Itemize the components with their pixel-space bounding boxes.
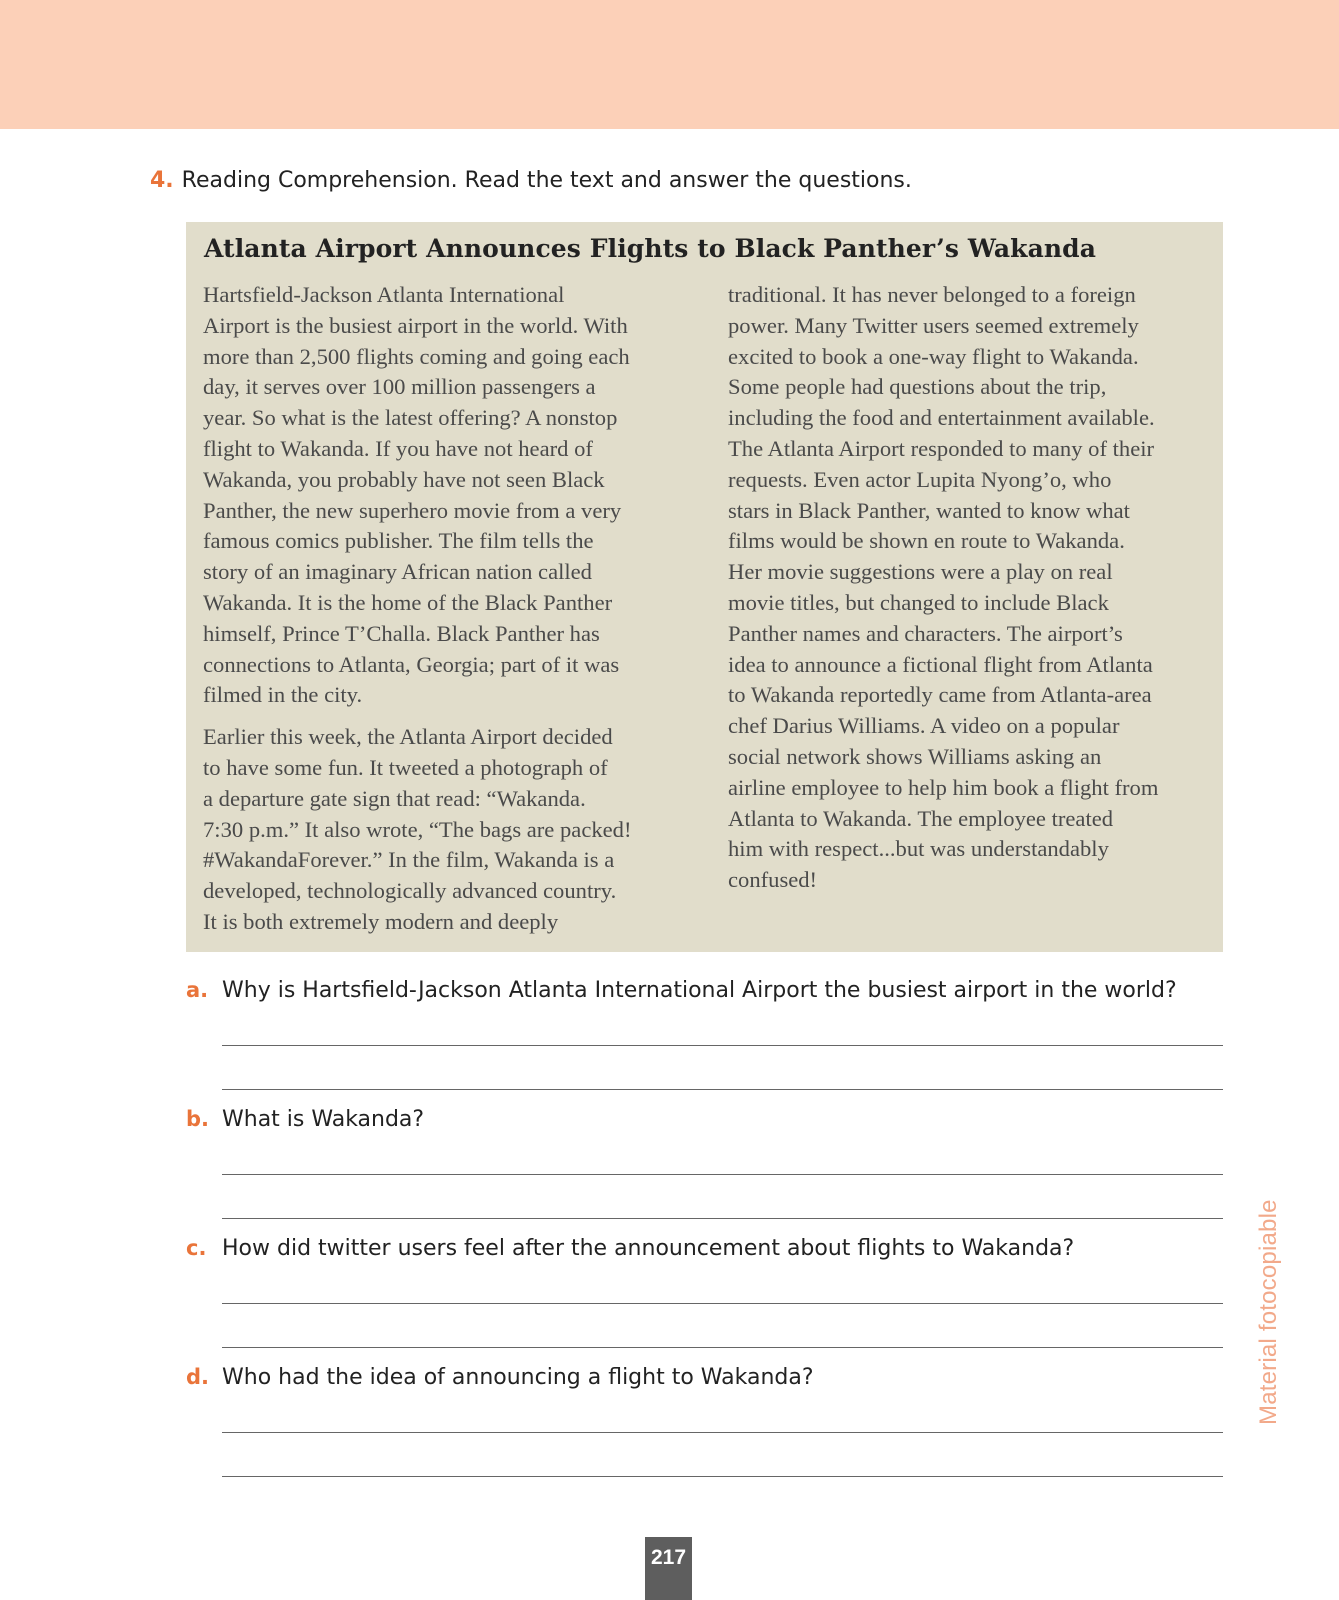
text-line: #WakandaForever.” In the film, Wakanda is a [203, 847, 615, 873]
exercise-number: 4. [150, 168, 174, 193]
question-text: What is Wakanda? [222, 1107, 425, 1132]
text-line: movie titles, but changed to include Black [728, 589, 1109, 615]
question-d [186, 1359, 1223, 1488]
article-paragraph-2 [203, 722, 691, 938]
question-text: Who had the idea of announcing a flight to Wakanda? [222, 1365, 814, 1390]
answer-line[interactable] [222, 1347, 1223, 1348]
answer-line[interactable] [222, 1476, 1223, 1477]
answer-line[interactable] [222, 1218, 1223, 1219]
text-line: traditional. It has never belonged to a foreign [728, 282, 1136, 307]
text-line: Earlier this week, the Atlanta Airport decided [203, 724, 613, 750]
question-a [186, 972, 1223, 1101]
exercise-instruction-text: Reading Comprehension. Read the text and answer the questions. [181, 168, 912, 193]
article-left-column [203, 280, 691, 938]
text-line: Panther names and characters. The airport’s [728, 620, 1123, 646]
text-line: Some people had questions about the trip, [728, 374, 1107, 400]
text-line: chef Darius Williams. A video on a popular [728, 713, 1120, 739]
text-line: The Atlanta Airport responded to many of their [728, 435, 1155, 461]
question-c [186, 1230, 1223, 1359]
text-line: airline employee to help him book a flight from [728, 774, 1159, 800]
question-list [186, 972, 1223, 1488]
text-line: stars in Black Panther, wanted to know what [728, 497, 1130, 523]
text-line: filmed in the city. [203, 682, 363, 708]
article-paragraph-1 [203, 280, 691, 711]
text-line: social network shows Williams asking an [728, 743, 1102, 769]
text-line: year. So what is the latest offering? A nonstop [203, 405, 618, 431]
text-line: a departure gate sign that read: “Wakanda. [203, 785, 586, 811]
question-letter: c. [186, 1236, 207, 1260]
page-number: 217 [645, 1537, 692, 1600]
text-line: films would be shown en route to Wakanda. [728, 528, 1125, 554]
text-line: idea to announce a fictional flight from Atlanta [728, 651, 1153, 677]
answer-line[interactable] [222, 1045, 1223, 1046]
text-line: famous comics publisher. The film tells the [203, 528, 594, 554]
reading-text-box [186, 222, 1223, 952]
answer-line[interactable] [222, 1432, 1223, 1433]
text-line: himself, Prince T’Challa. Black Panther has [203, 620, 600, 646]
text-line: Hartsfield-Jackson Atlanta International [203, 282, 565, 307]
text-line: more than 2,500 flights coming and going each [203, 343, 630, 369]
article-right-column [728, 280, 1208, 896]
text-line: It is both extremely modern and deeply [203, 908, 559, 934]
text-line: flight to Wakanda. If you have not heard of [203, 435, 593, 461]
text-line: story of an imaginary African nation called [203, 559, 592, 585]
text-line: to Wakanda reportedly came from Atlanta-area [728, 682, 1152, 708]
text-line: Her movie suggestions were a play on real [728, 559, 1113, 585]
text-line: to have some fun. It tweeted a photograph of [203, 754, 608, 780]
answer-line[interactable] [222, 1303, 1223, 1304]
text-line: Airport is the busiest airport in the world. With [203, 312, 628, 338]
text-line: Panther, the new superhero movie from a very [203, 497, 622, 523]
question-text: How did twitter users feel after the announcement about flights to Wakanda? [222, 1236, 1075, 1261]
text-line: Wakanda, you probably have not seen Black [203, 466, 605, 492]
text-line: including the food and entertainment available. [728, 405, 1155, 431]
text-line: excited to book a one-way flight to Wakanda. [728, 343, 1139, 369]
question-text: Why is Hartsfield-Jackson Atlanta International Airport the busiest airport in the world? [222, 978, 1177, 1003]
text-line: him with respect...but was understandably [728, 836, 1109, 862]
header-color-band [0, 0, 1339, 129]
text-line: day, it serves over 100 million passengers a [203, 374, 596, 400]
text-line: requests. Even actor Lupita Nyong’o, who [728, 466, 1112, 492]
question-letter: b. [186, 1107, 210, 1131]
text-line: confused! [728, 867, 818, 893]
exercise-instruction [150, 168, 1279, 193]
article-title: Atlanta Airport Announces Flights to Black Panther’s Wakanda [204, 234, 1097, 263]
text-line: Wakanda. It is the home of the Black Panther [203, 589, 613, 615]
article-paragraph-3 [728, 280, 1208, 896]
text-line: connections to Atlanta, Georgia; part of it was [203, 651, 620, 677]
question-letter: a. [186, 978, 209, 1002]
text-line: power. Many Twitter users seemed extremely [728, 312, 1139, 338]
text-line: developed, technologically advanced country. [203, 878, 617, 904]
text-line: Atlanta to Wakanda. The employee treated [728, 805, 1114, 831]
answer-line[interactable] [222, 1089, 1223, 1090]
text-line: 7:30 p.m.” It also wrote, “The bags are packed! [203, 816, 632, 842]
material-fotocopiable-label: Material fotocopiable [1255, 1199, 1282, 1425]
answer-line[interactable] [222, 1174, 1223, 1175]
question-letter: d. [186, 1365, 210, 1389]
question-b [186, 1101, 1223, 1230]
